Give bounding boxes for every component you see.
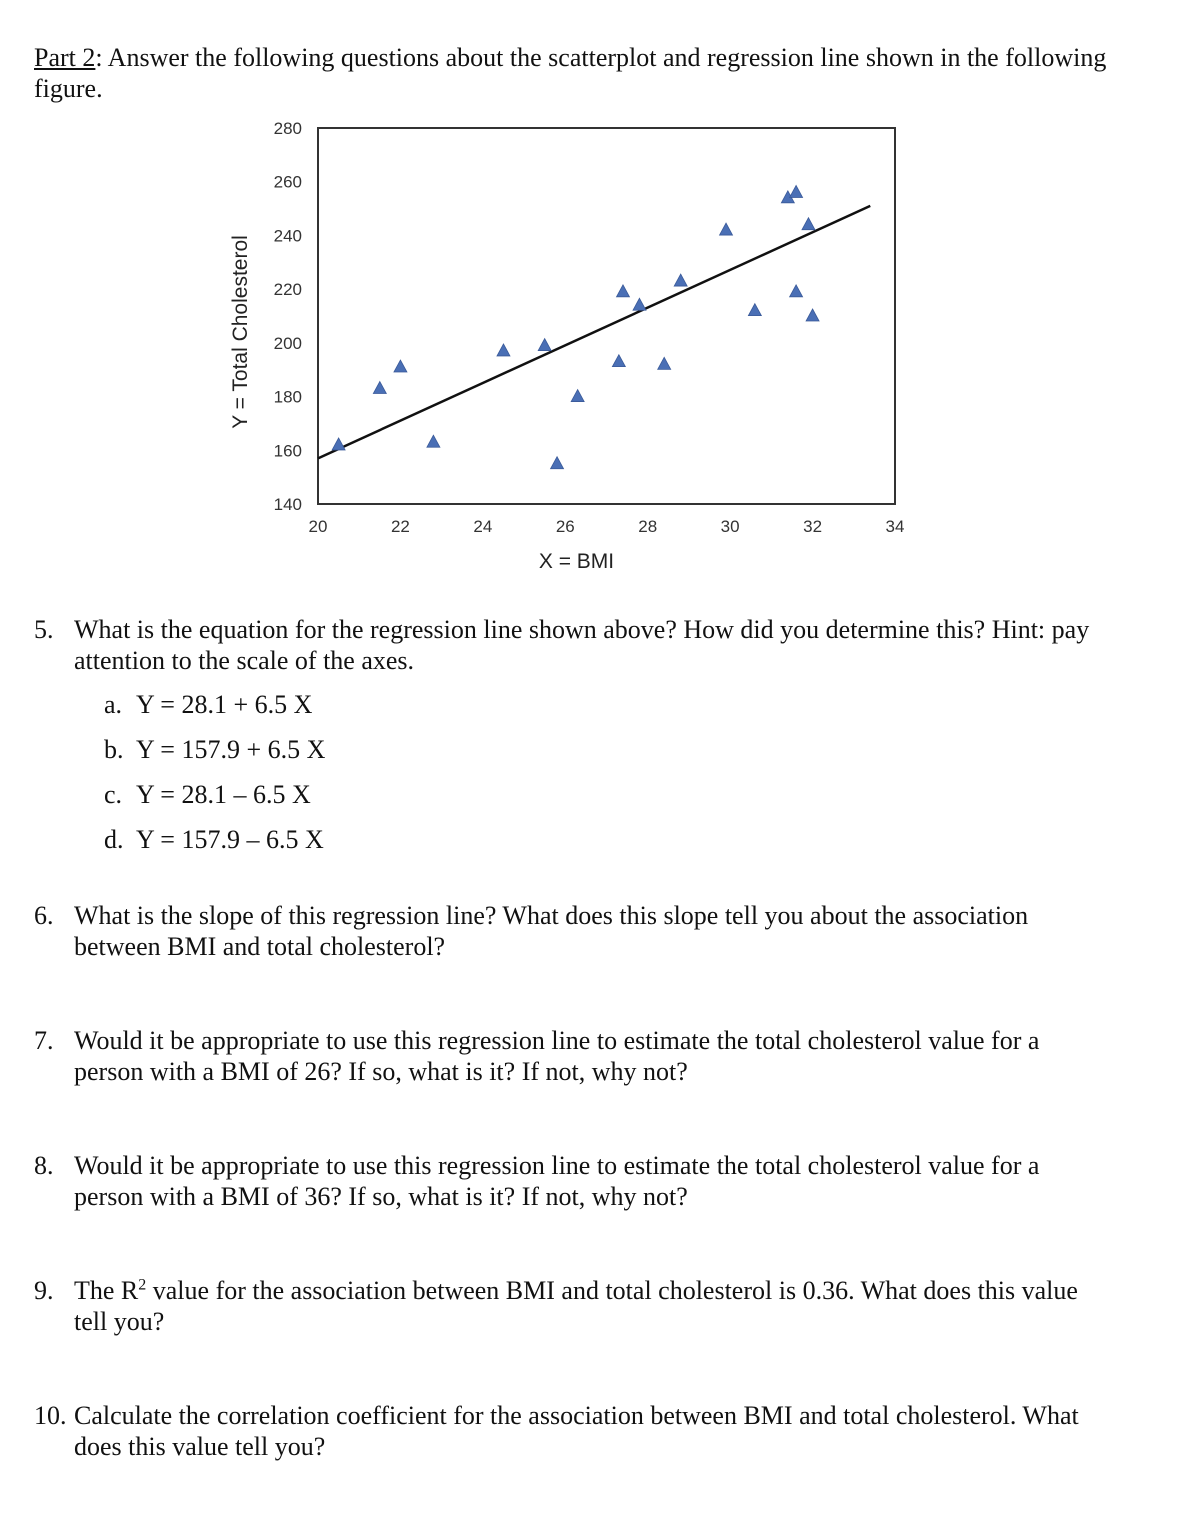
data-point-triangle [790,185,803,197]
question-text: What is the equation for the regression line shown above? How did you determine this? Hint: pay attention to the scale of the axes. [74,615,1090,675]
data-point-triangle [674,274,687,286]
question-number: 10. [34,1401,67,1430]
data-point-triangle [616,285,629,297]
part-label: Part 2 [34,43,96,72]
x-tick-label: 20 [308,517,328,536]
question-text-end: value for the association between BMI and total cholesterol is 0.36. What does this value tell you? [74,1276,1078,1336]
data-point-triangle [427,435,440,447]
option-letter: c. [104,780,123,809]
x-tick-label: 24 [473,517,493,536]
part-heading [34,42,1144,104]
data-point-triangle [497,344,510,356]
question-text-start: The R [74,1276,139,1305]
question-number: 7. [34,1026,54,1055]
regression-line [318,206,870,458]
x-tick-label: 32 [803,517,823,536]
data-point-triangle [571,390,584,402]
y-axis-label: Y = Total Cholesterol [229,235,252,429]
y-tick-label: 260 [273,172,302,192]
data-point-triangle [612,355,625,367]
data-point-triangle [394,360,407,372]
y-tick-label: 220 [273,280,302,300]
question-number: 9. [34,1276,54,1305]
y-tick-label: 200 [273,333,302,353]
question-text: What is the slope of this regression line? What does this slope tell you about the association between BMI and total cholesterol? [74,901,1029,961]
data-point-triangle [658,357,671,369]
question-number: 6. [34,901,54,930]
y-tick-label: 180 [273,387,302,407]
option-letter: d. [104,825,124,854]
y-tick-label: 160 [273,441,302,461]
option-d[interactable] [104,824,324,855]
scatterplot [0,115,960,585]
option-text: Y = 157.9 – 6.5 X [136,825,324,854]
data-point-triangle [373,382,386,394]
question-number: 5. [34,615,54,644]
data-point-triangle [806,309,819,321]
data-point-triangle [748,304,761,316]
data-point-triangle [633,298,646,310]
x-axis-label: X = BMI [538,550,615,573]
option-c[interactable] [104,779,311,810]
x-tick-label: 26 [555,517,575,536]
data-point-triangle [538,339,551,351]
data-point-triangle [720,223,733,235]
x-tick-label: 22 [390,517,410,536]
option-letter: a. [104,690,123,719]
question-text: Calculate the correlation coefficient for the association between BMI and total cholesterol. What does this value tell you? [74,1401,1079,1461]
superscript-2: 2 [138,1276,147,1294]
option-a[interactable] [104,689,312,720]
data-point-triangle [551,457,564,469]
question-number: 8. [34,1151,54,1180]
data-point-triangle [802,218,815,230]
y-tick-label: 240 [273,226,302,246]
option-text: Y = 28.1 + 6.5 X [136,690,313,719]
option-text: Y = 28.1 – 6.5 X [136,780,311,809]
option-b[interactable] [104,734,325,765]
question-text [74,1275,1114,1337]
data-point-triangle [790,285,803,297]
x-tick-label: 34 [885,517,905,536]
x-tick-label: 30 [720,517,740,536]
question-text: Would it be appropriate to use this regression line to estimate the total cholesterol value for a person with a BMI of 26? If so, what is it? If not, why not? [74,1026,1040,1086]
part-instructions: : Answer the following questions about the scatterplot and regression line shown in the following figure. [34,43,1107,103]
option-text: Y = 157.9 + 6.5 X [136,735,326,764]
option-letter: b. [104,735,124,764]
x-tick-label: 28 [638,517,658,536]
data-point-triangle [332,438,345,450]
y-tick-label: 280 [273,119,302,138]
y-tick-label: 140 [273,495,302,514]
question-text: Would it be appropriate to use this regression line to estimate the total cholesterol value for a person with a BMI of 36? If so, what is it? If not, why not? [74,1151,1040,1211]
